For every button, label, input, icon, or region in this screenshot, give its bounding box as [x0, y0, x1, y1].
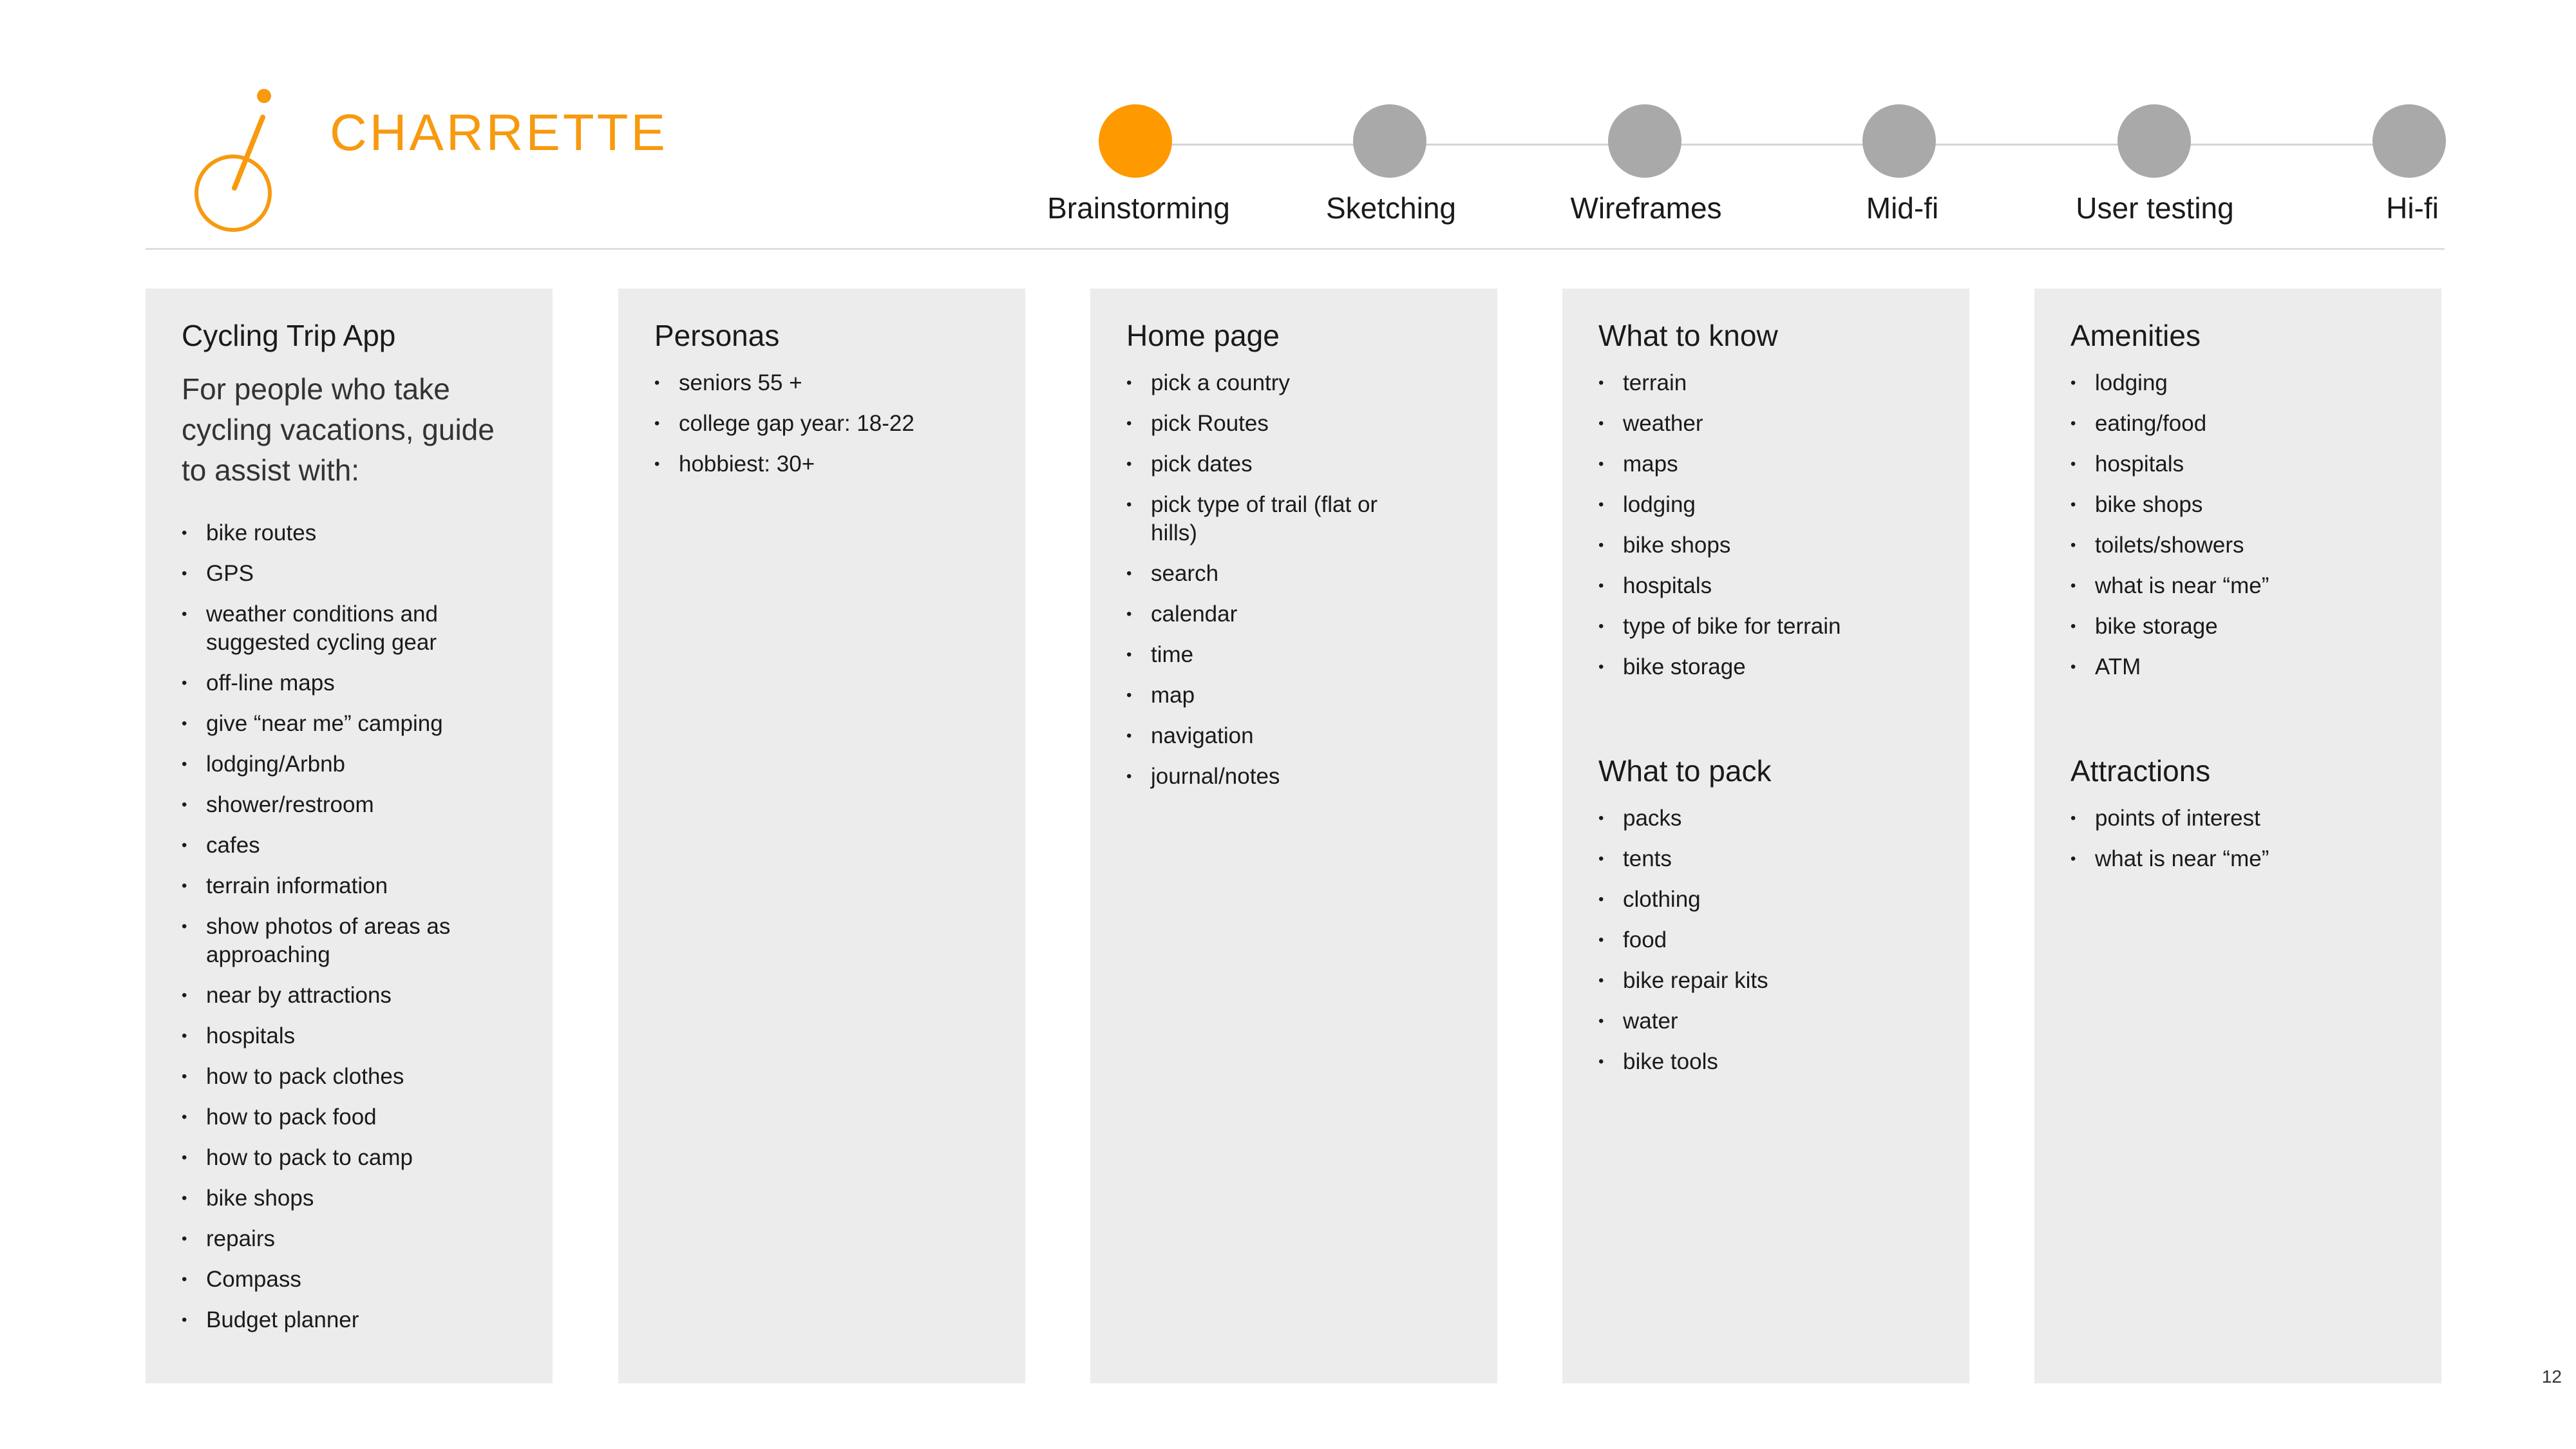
step-label-hi-fi[interactable]: Hi-fi [2386, 191, 2439, 225]
list-item: • toilets/showers [2070, 531, 2405, 560]
list-item: • bike routes [182, 519, 516, 547]
list-item: • off-line maps [182, 669, 516, 697]
step-dot-user-testing[interactable] [2117, 104, 2191, 178]
list-item: • journal/notes [1126, 762, 1410, 791]
list-item: • hobbiest: 30+ [654, 450, 989, 478]
list-item: • repairs [182, 1225, 516, 1253]
list-item: • type of bike for terrain [1598, 612, 1933, 641]
list-item: • ATM [2070, 653, 2405, 681]
list-item: • college gap year: 18-22 [654, 410, 989, 438]
step-dot-hi-fi[interactable] [2372, 104, 2446, 178]
card-title: Home page [1126, 319, 1280, 352]
card-title: Cycling Trip App [182, 319, 396, 352]
card-title: Amenities [2070, 319, 2201, 352]
list-item: • shower/restroom [182, 791, 516, 819]
step-dot-mid-fi[interactable] [1862, 104, 1936, 178]
list-item: • terrain information [182, 872, 516, 900]
list-item: • map [1126, 681, 1410, 710]
process-stepper [0, 0, 2576, 245]
bullet-list [2070, 804, 2405, 873]
list-item: • lodging [2070, 369, 2405, 397]
list-item: • bike shops [2070, 491, 2405, 519]
step-dot-brainstorming[interactable] [1099, 104, 1172, 178]
list-item: • bike storage [2070, 612, 2405, 641]
list-item: • time [1126, 641, 1410, 669]
list-item: • GPS [182, 560, 516, 588]
bullet-list [1126, 369, 1410, 791]
list-item: • bike shops [1598, 531, 1933, 560]
section-title-what-to-pack: What to pack [1598, 754, 1772, 788]
list-item: • pick Routes [1126, 410, 1410, 438]
list-item: • bike repair kits [1598, 967, 1933, 995]
step-label-brainstorming[interactable]: Brainstorming [1047, 191, 1230, 225]
step-dot-wireframes[interactable] [1608, 104, 1681, 178]
step-label-wireframes[interactable]: Wireframes [1570, 191, 1722, 225]
list-item: • Budget planner [182, 1306, 516, 1334]
list-item: • what is near “me” [2070, 572, 2405, 600]
step-label-sketching[interactable]: Sketching [1325, 191, 1457, 225]
list-item: • tents [1598, 845, 1933, 873]
card-title: Personas [654, 319, 780, 352]
list-item: • lodging [1598, 491, 1933, 519]
list-item: • calendar [1126, 600, 1410, 629]
section-title-attractions: Attractions [2070, 754, 2211, 788]
header-divider [146, 248, 2445, 250]
list-item: • show photos of areas as approaching [182, 913, 516, 969]
card-home-page [1090, 289, 1497, 1383]
bullet-list [654, 369, 989, 478]
list-item: • bike storage [1598, 653, 1933, 681]
bullet-list [2070, 369, 2405, 681]
step-label-user-testing[interactable]: User testing [2076, 191, 2234, 225]
list-item: • pick type of trail (flat or hills) [1126, 491, 1410, 547]
list-item: • weather [1598, 410, 1933, 438]
list-item: • pick a country [1126, 369, 1410, 397]
list-item: • food [1598, 926, 1933, 954]
list-item: • what is near “me” [2070, 845, 2405, 873]
list-item: • weather conditions and suggested cycling gear [182, 600, 516, 657]
list-item: • seniors 55 + [654, 369, 989, 397]
card-title: What to know [1598, 319, 1778, 352]
list-item: • lodging/Arbnb [182, 750, 516, 779]
list-item: • water [1598, 1007, 1933, 1036]
list-item: • navigation [1126, 722, 1410, 750]
brand-title: CHARRETTE [330, 104, 668, 161]
list-item: • search [1126, 560, 1410, 588]
list-item: • points of interest [2070, 804, 2405, 833]
list-item: • packs [1598, 804, 1933, 833]
list-item: • cafes [182, 831, 516, 860]
list-item: • how to pack to camp [182, 1144, 516, 1172]
list-item: • pick dates [1126, 450, 1410, 478]
list-item: • give “near me” camping [182, 710, 516, 738]
list-item: • hospitals [2070, 450, 2405, 478]
list-item: • eating/food [2070, 410, 2405, 438]
list-item: • hospitals [1598, 572, 1933, 600]
list-item: • bike tools [1598, 1048, 1933, 1076]
card-amenities [2034, 289, 2441, 1383]
card-personas [618, 289, 1025, 1383]
list-item: • how to pack clothes [182, 1063, 516, 1091]
list-item: • hospitals [182, 1022, 516, 1050]
bullet-list [1598, 804, 1933, 1076]
card-subtitle: For people who take cycling vacations, guide to assist with: [182, 372, 495, 488]
stepper-connector [1140, 144, 2415, 146]
list-item: • clothing [1598, 886, 1933, 914]
step-dot-sketching[interactable] [1353, 104, 1426, 178]
card-cycling-trip-app [146, 289, 553, 1383]
list-item: • terrain [1598, 369, 1933, 397]
card-what-to-know [1562, 289, 1969, 1383]
bullet-list [1598, 369, 1933, 681]
list-item: • bike shops [182, 1184, 516, 1213]
page-number: 12 [2541, 1367, 2562, 1387]
list-item: • maps [1598, 450, 1933, 478]
bullet-list [182, 519, 516, 1334]
list-item: • near by attractions [182, 981, 516, 1010]
list-item: • how to pack food [182, 1103, 516, 1132]
step-label-mid-fi[interactable]: Mid-fi [1866, 191, 1939, 225]
list-item: • Compass [182, 1265, 516, 1294]
